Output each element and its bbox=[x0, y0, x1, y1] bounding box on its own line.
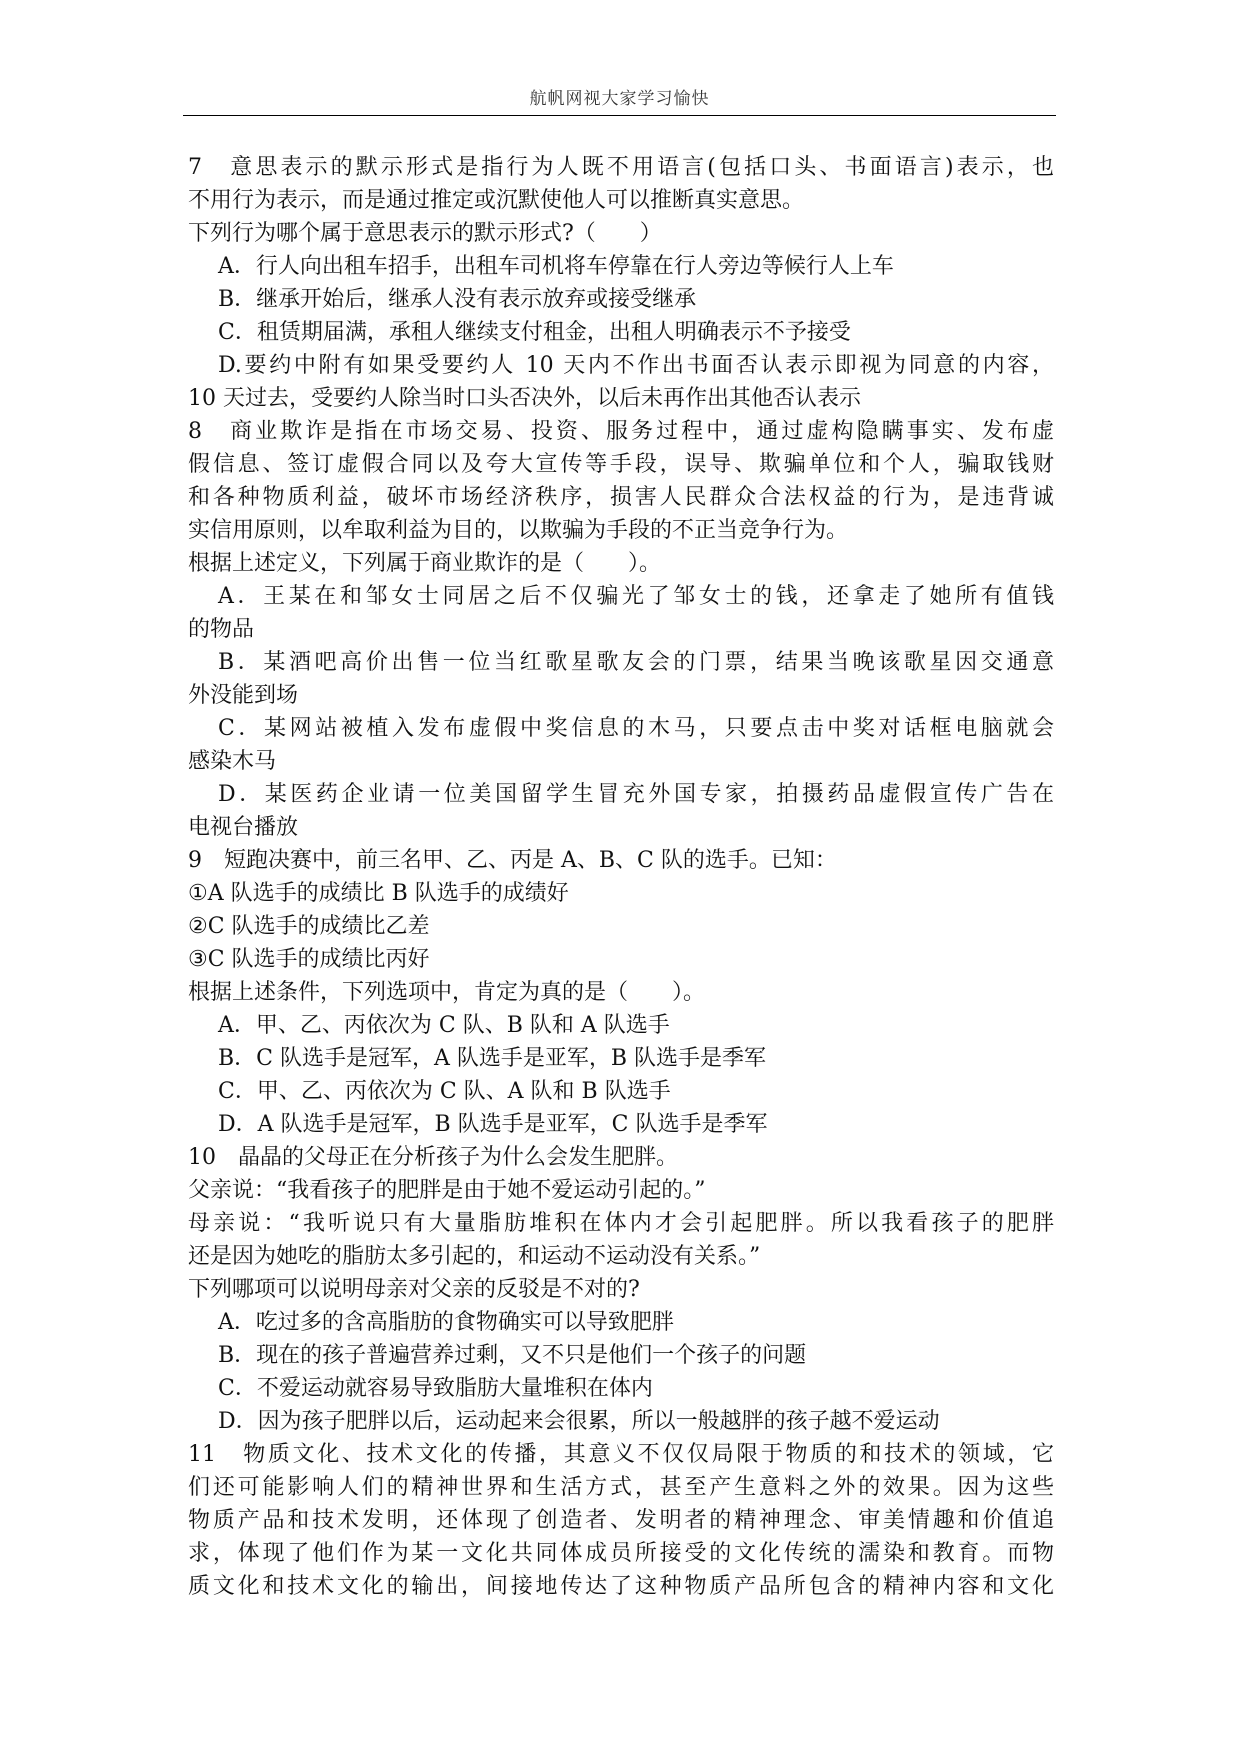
text-line: 10 天过去，受要约人除当时口头否决外，以后未再作出其他否认表示 bbox=[188, 386, 861, 411]
text-line: 感染木马 bbox=[188, 749, 277, 774]
text-line: 质文化和技术文化的输出，间接地传达了这种物质产品所包含的精神内容和文化 bbox=[188, 1574, 1054, 1599]
text-line: 根据上述定义，下列属于商业欺诈的是（ ）。 bbox=[188, 551, 662, 576]
document-body bbox=[188, 151, 1054, 1603]
page-header bbox=[183, 84, 1056, 109]
text-line: D．A 队选手是冠军，B 队选手是亚军，C 队选手是季军 bbox=[218, 1112, 768, 1137]
text-line: 下列行为哪个属于意思表示的默示形式?（ ） bbox=[188, 221, 662, 246]
text-line: A．王某在和邹女士同居之后不仅骗光了邹女士的钱，还拿走了她所有值钱 bbox=[218, 584, 1054, 609]
text-line: 还是因为她吃的脂肪太多引起的，和运动不运动没有关系。” bbox=[188, 1244, 761, 1269]
text-line: D.要约中附有如果受要约人 10 天内不作出书面否认表示即视为同意的内容， bbox=[218, 353, 1054, 378]
text-line: A．甲、乙、丙依次为 C 队、B 队和 A 队选手 bbox=[218, 1013, 670, 1038]
text-line: 外没能到场 bbox=[188, 683, 299, 708]
text-line: B．现在的孩子普遍营养过剩，又不只是他们一个孩子的问题 bbox=[218, 1343, 807, 1368]
header-divider bbox=[183, 115, 1056, 116]
text-line: 7 意思表示的默示形式是指行为人既不用语言(包括口头、书面语言)表示，也 bbox=[188, 155, 1054, 180]
text-line: 假信息、签订虚假合同以及夸大宣传等手段，误导、欺骗单位和个人，骗取钱财 bbox=[188, 452, 1054, 477]
text-line: 根据上述条件，下列选项中，肯定为真的是（ ）。 bbox=[188, 980, 706, 1005]
text-line: ②C 队选手的成绩比乙差 bbox=[188, 914, 430, 939]
text-line: 物质产品和技术发明，还体现了创造者、发明者的精神理念、审美情趣和价值追 bbox=[188, 1508, 1054, 1533]
text-line: 8 商业欺诈是指在市场交易、投资、服务过程中，通过虚构隐瞒事实、发布虚 bbox=[188, 419, 1054, 444]
text-line: A．吃过多的含高脂肪的食物确实可以导致肥胖 bbox=[218, 1310, 674, 1335]
header-title: 航帆网视大家学习愉快 bbox=[529, 89, 710, 109]
text-line: A．行人向出租车招手，出租车司机将车停靠在行人旁边等候行人上车 bbox=[218, 254, 894, 279]
text-line: B．继承开始后，继承人没有表示放弃或接受继承 bbox=[218, 287, 697, 312]
text-line: 不用行为表示，而是通过推定或沉默使他人可以推断真实意思。 bbox=[188, 188, 805, 213]
text-line: B．C 队选手是冠军，A 队选手是亚军，B 队选手是季军 bbox=[218, 1046, 767, 1071]
text-line: 实信用原则，以牟取利益为目的，以欺骗为手段的不正当竞争行为。 bbox=[188, 518, 849, 543]
text-line: 电视台播放 bbox=[188, 815, 299, 840]
text-line: B．某酒吧高价出售一位当红歌星歌友会的门票，结果当晚该歌星因交通意 bbox=[218, 650, 1054, 675]
text-line: C．甲、乙、丙依次为 C 队、A 队和 B 队选手 bbox=[218, 1079, 671, 1104]
text-line: C．某网站被植入发布虚假中奖信息的木马，只要点击中奖对话框电脑就会 bbox=[218, 716, 1054, 741]
text-line: C．不爱运动就容易导致脂肪大量堆积在体内 bbox=[218, 1376, 653, 1401]
text-line: 和各种物质利益，破坏市场经济秩序，损害人民群众合法权益的行为，是违背诚 bbox=[188, 485, 1054, 510]
text-line: 下列哪项可以说明母亲对父亲的反驳是不对的? bbox=[188, 1277, 640, 1302]
text-line: 们还可能影响人们的精神世界和生活方式，甚至产生意料之外的效果。因为这些 bbox=[188, 1475, 1054, 1500]
text-line: D．某医药企业请一位美国留学生冒充外国专家，拍摄药品虚假宣传广告在 bbox=[218, 782, 1054, 807]
text-line: 母亲说：“我听说只有大量脂肪堆积在体内才会引起肥胖。所以我看孩子的肥胖 bbox=[188, 1211, 1054, 1236]
text-line: 求，体现了他们作为某一文化共同体成员所接受的文化传统的濡染和教育。而物 bbox=[188, 1541, 1054, 1566]
text-line: 的物品 bbox=[188, 617, 255, 642]
text-line: ③C 队选手的成绩比丙好 bbox=[188, 947, 430, 972]
text-line: D．因为孩子肥胖以后，运动起来会很累，所以一般越胖的孩子越不爱运动 bbox=[218, 1409, 940, 1434]
text-line: ①A 队选手的成绩比 B 队选手的成绩好 bbox=[188, 881, 569, 906]
text-line: 9 短跑决赛中，前三名甲、乙、丙是 A、B、C 队的选手。已知： bbox=[188, 848, 837, 873]
text-line: 父亲说：“我看孩子的肥胖是由于她不爱运动引起的。” bbox=[188, 1178, 706, 1203]
text-line: C．租赁期届满，承租人继续支付租金，出租人明确表示不予接受 bbox=[218, 320, 851, 345]
text-line: 11 物质文化、技术文化的传播，其意义不仅仅局限于物质的和技术的领域，它 bbox=[188, 1442, 1054, 1467]
text-line: 10 晶晶的父母正在分析孩子为什么会发生肥胖。 bbox=[188, 1145, 678, 1170]
